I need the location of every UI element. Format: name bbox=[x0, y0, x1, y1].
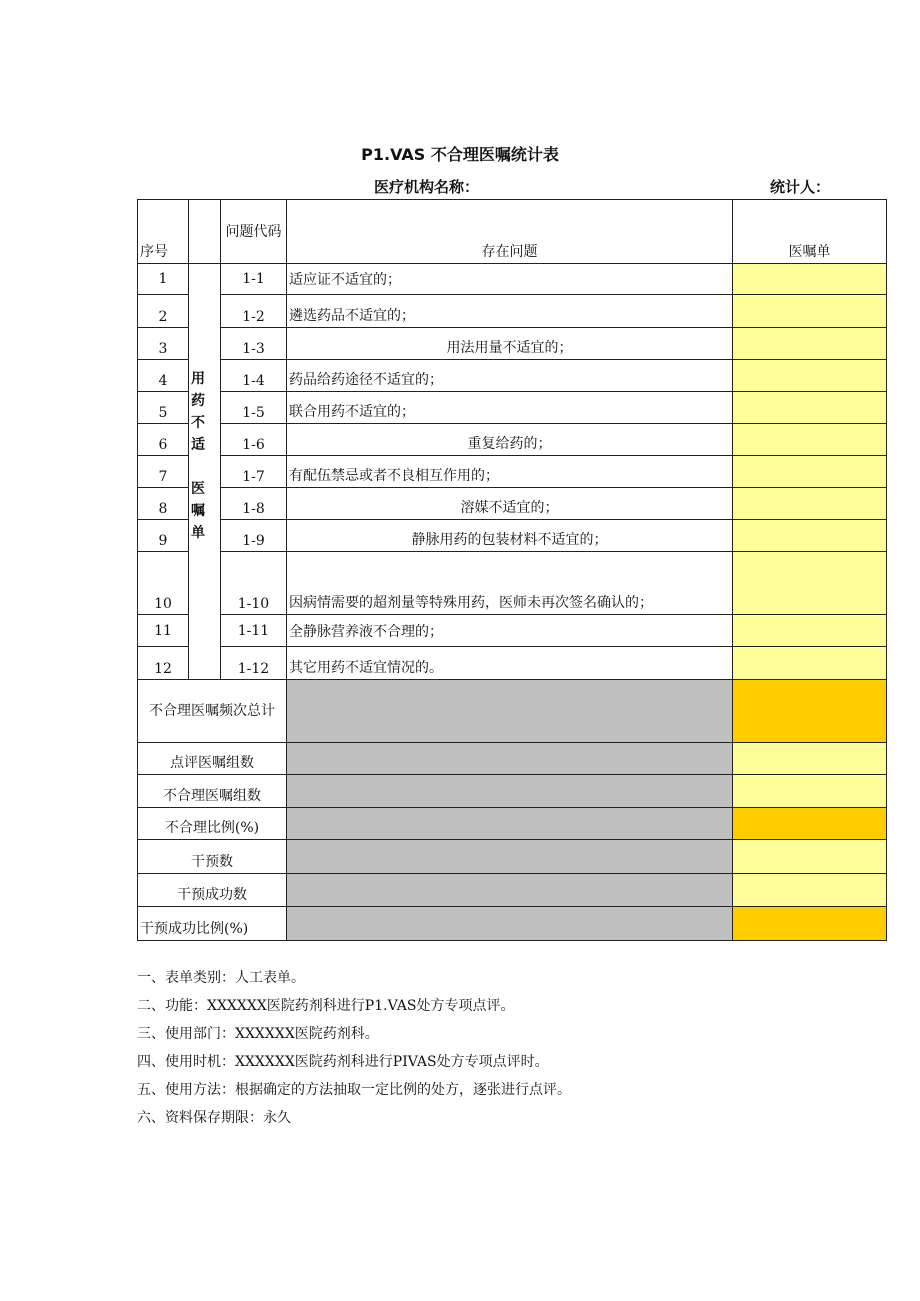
table-row bbox=[138, 264, 887, 295]
statistician-label: 统计人： bbox=[770, 178, 831, 196]
header-category bbox=[189, 200, 221, 264]
header-seq: 序号 bbox=[138, 200, 189, 264]
table-row bbox=[138, 647, 887, 680]
summary-label: 不合理医嘱频次总计 bbox=[138, 680, 287, 743]
order-cell[interactable] bbox=[733, 392, 887, 424]
summary-row bbox=[138, 680, 887, 743]
category-char: 医 bbox=[191, 481, 205, 497]
row-code: 1-12 bbox=[221, 647, 287, 680]
row-seq: 7 bbox=[138, 456, 189, 488]
row-code: 1-3 bbox=[221, 328, 287, 360]
order-cell[interactable] bbox=[733, 456, 887, 488]
row-problem: 静脉用药的包装材料不适宜的； bbox=[287, 520, 733, 552]
summary-label: 不合理医嘱组数 bbox=[138, 775, 287, 808]
row-seq: 10 bbox=[138, 552, 189, 615]
order-cell[interactable] bbox=[733, 360, 887, 392]
summary-value-cell[interactable] bbox=[733, 743, 887, 775]
table-row bbox=[138, 360, 887, 392]
header-problem: 存在问题 bbox=[287, 200, 733, 264]
summary-gray-cell bbox=[287, 775, 733, 808]
summary-value-cell[interactable] bbox=[733, 840, 887, 874]
summary-value-cell[interactable] bbox=[733, 808, 887, 840]
row-code: 1-10 bbox=[221, 552, 287, 615]
summary-label: 干预成功比例(%) bbox=[138, 907, 287, 941]
summary-value-cell[interactable] bbox=[733, 680, 887, 743]
summary-value-cell[interactable] bbox=[733, 775, 887, 808]
note-item: 五、使用方法：根据确定的方法抽取一定比例的处方，逐张进行点评。 bbox=[137, 1082, 571, 1098]
summary-gray-cell bbox=[287, 907, 733, 941]
row-seq: 12 bbox=[138, 647, 189, 680]
summary-row bbox=[138, 840, 887, 874]
order-cell[interactable] bbox=[733, 520, 887, 552]
row-code: 1-11 bbox=[221, 615, 287, 647]
row-seq: 11 bbox=[138, 615, 189, 647]
header-code: 问题代码 bbox=[221, 200, 287, 264]
summary-row bbox=[138, 775, 887, 808]
row-code: 1-1 bbox=[221, 264, 287, 295]
order-cell[interactable] bbox=[733, 264, 887, 295]
row-problem: 溶媒不适宜的； bbox=[287, 488, 733, 520]
row-seq: 5 bbox=[138, 392, 189, 424]
note-item: 四、使用时机：XXXXXX医院药剂科进行PIVAS处方专项点评时。 bbox=[137, 1054, 549, 1070]
summary-label: 干预数 bbox=[138, 840, 287, 874]
summary-gray-cell bbox=[287, 808, 733, 840]
row-seq: 6 bbox=[138, 424, 189, 456]
category-char: 药 bbox=[191, 393, 205, 409]
summary-gray-cell bbox=[287, 680, 733, 743]
row-problem: 用法用量不适宜的； bbox=[287, 328, 733, 360]
row-code: 1-8 bbox=[221, 488, 287, 520]
note-item: 二、功能：XXXXXX医院药剂科进行P1.VAS处方专项点评。 bbox=[137, 998, 515, 1014]
summary-label: 不合理比例(%) bbox=[138, 808, 287, 840]
summary-row bbox=[138, 907, 887, 941]
summary-label: 干预成功数 bbox=[138, 874, 287, 907]
category-char: 不 bbox=[191, 415, 205, 431]
order-cell[interactable] bbox=[733, 647, 887, 680]
row-problem: 联合用药不适宜的； bbox=[287, 392, 733, 424]
summary-row bbox=[138, 874, 887, 907]
table-row bbox=[138, 615, 887, 647]
row-problem: 全静脉营养液不合理的； bbox=[287, 615, 733, 647]
table-row bbox=[138, 328, 887, 360]
row-code: 1-7 bbox=[221, 456, 287, 488]
row-code: 1-4 bbox=[221, 360, 287, 392]
order-cell[interactable] bbox=[733, 295, 887, 328]
category-char: 单 bbox=[191, 525, 205, 541]
row-problem: 因病情需要的超剂量等特殊用药，医师未再次签名确认的； bbox=[287, 552, 733, 615]
summary-row bbox=[138, 743, 887, 775]
order-cell[interactable] bbox=[733, 615, 887, 647]
note-item: 六、资料保存期限：永久 bbox=[137, 1110, 291, 1126]
row-seq: 9 bbox=[138, 520, 189, 552]
category-char: 用 bbox=[191, 371, 205, 387]
category-char: 嘱 bbox=[191, 503, 205, 519]
table-row bbox=[138, 424, 887, 456]
summary-value-cell[interactable] bbox=[733, 874, 887, 907]
summary-gray-cell bbox=[287, 840, 733, 874]
summary-gray-cell bbox=[287, 743, 733, 775]
row-problem: 有配伍禁忌或者不良相互作用的； bbox=[287, 456, 733, 488]
header-row bbox=[138, 200, 887, 264]
order-cell[interactable] bbox=[733, 328, 887, 360]
row-code: 1-5 bbox=[221, 392, 287, 424]
summary-label: 点评医嘱组数 bbox=[138, 743, 287, 775]
row-problem: 重复给药的； bbox=[287, 424, 733, 456]
page-title: P1.VAS 不合理医嘱统计表 bbox=[361, 145, 559, 164]
summary-row bbox=[138, 808, 887, 840]
row-problem: 其它用药不适宜情况的。 bbox=[287, 647, 733, 680]
row-seq: 2 bbox=[138, 295, 189, 328]
row-code: 1-9 bbox=[221, 520, 287, 552]
table-row bbox=[138, 392, 887, 424]
row-seq: 3 bbox=[138, 328, 189, 360]
row-problem: 适应证不适宜的； bbox=[287, 264, 733, 295]
order-cell[interactable] bbox=[733, 488, 887, 520]
table-row bbox=[138, 552, 887, 615]
institution-label: 医疗机构名称： bbox=[374, 178, 480, 196]
table-row bbox=[138, 520, 887, 552]
row-seq: 4 bbox=[138, 360, 189, 392]
note-item: 一、表单类别：人工表单。 bbox=[137, 970, 305, 986]
order-cell[interactable] bbox=[733, 552, 887, 615]
row-seq: 8 bbox=[138, 488, 189, 520]
table-row bbox=[138, 488, 887, 520]
notes-list bbox=[137, 964, 571, 1132]
row-seq: 1 bbox=[138, 264, 189, 295]
header-order: 医嘱单 bbox=[733, 200, 887, 264]
note-item: 三、使用部门：XXXXXX医院药剂科。 bbox=[137, 1026, 379, 1042]
table-row bbox=[138, 295, 887, 328]
summary-value-cell[interactable] bbox=[733, 907, 887, 941]
statistics-table bbox=[137, 199, 887, 941]
table-row bbox=[138, 456, 887, 488]
row-code: 1-6 bbox=[221, 424, 287, 456]
category-char bbox=[191, 456, 220, 478]
row-code: 1-2 bbox=[221, 295, 287, 328]
category-cell bbox=[189, 264, 221, 680]
summary-gray-cell bbox=[287, 874, 733, 907]
category-char: 适 bbox=[191, 437, 205, 453]
row-problem: 药品给药途径不适宜的； bbox=[287, 360, 733, 392]
row-problem: 遴选药品不适宜的； bbox=[287, 295, 733, 328]
order-cell[interactable] bbox=[733, 424, 887, 456]
